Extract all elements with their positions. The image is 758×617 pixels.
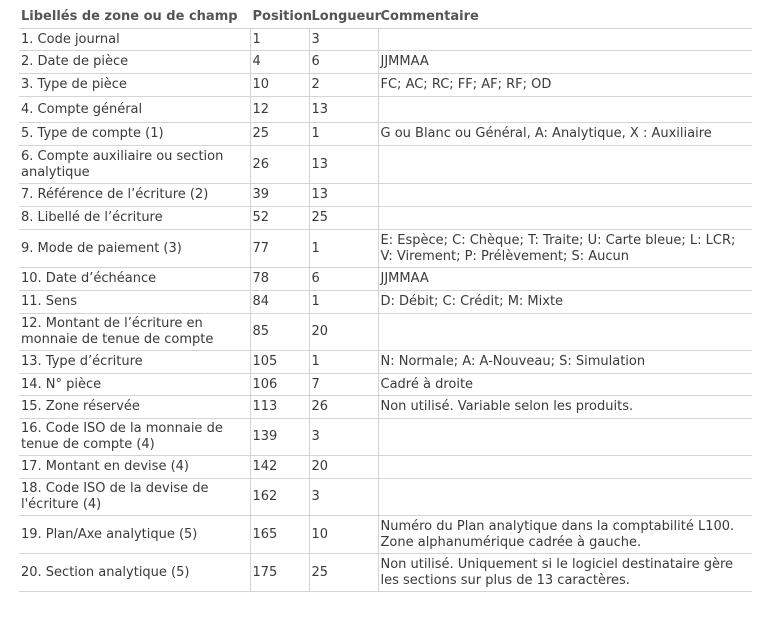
cell-comment [378,146,752,184]
cell-length: 1 [309,351,378,374]
table-row [19,74,752,97]
cell-label: 17. Montant en devise (4) [19,456,250,479]
cell-label: 16. Code ISO de la monnaie de tenue de compte (4) [19,419,250,456]
cell-position: 85 [250,314,309,351]
header-label: Libellés de zone ou de champ [19,4,250,29]
cell-comment: Non utilisé. Uniquement si le logiciel destinataire gère les sections sur plus de 13 caractères. [378,554,752,592]
cell-comment: Numéro du Plan analytique dans la comptabilité L100. Zone alphanumérique cadrée à gauche. [378,516,752,554]
cell-comment [378,184,752,207]
cell-comment [378,456,752,479]
cell-length: 6 [309,51,378,74]
table-row [19,123,752,146]
table-row [19,419,752,456]
cell-position: 106 [250,374,309,396]
cell-position: 77 [250,230,309,268]
cell-comment [378,29,752,51]
cell-position: 39 [250,184,309,207]
cell-label: 2. Date de pièce [19,51,250,74]
cell-length: 7 [309,374,378,396]
table-row [19,554,752,592]
table-row [19,516,752,554]
cell-label: 18. Code ISO de la devise de l'écriture (4) [19,479,250,516]
table-row [19,268,752,291]
cell-length: 20 [309,314,378,351]
header-comment: Commentaire [378,4,752,29]
cell-position: 84 [250,291,309,314]
cell-position: 12 [250,97,309,123]
cell-position: 25 [250,123,309,146]
cell-length: 1 [309,230,378,268]
cell-position: 4 [250,51,309,74]
cell-comment [378,314,752,351]
table-row [19,207,752,230]
cell-position: 113 [250,396,309,419]
cell-comment [378,479,752,516]
cell-comment: N: Normale; A: A-Nouveau; S: Simulation [378,351,752,374]
cell-position: 52 [250,207,309,230]
cell-label: 6. Compte auxiliaire ou section analytique [19,146,250,184]
table-row [19,479,752,516]
header-row [19,4,752,29]
cell-length: 1 [309,291,378,314]
cell-label: 20. Section analytique (5) [19,554,250,592]
cell-position: 1 [250,29,309,51]
cell-label: 1. Code journal [19,29,250,51]
cell-length: 25 [309,554,378,592]
cell-length: 3 [309,29,378,51]
table-row [19,291,752,314]
cell-label: 7. Référence de l’écriture (2) [19,184,250,207]
cell-comment: Non utilisé. Variable selon les produits. [378,396,752,419]
cell-length: 13 [309,184,378,207]
cell-position: 105 [250,351,309,374]
cell-comment [378,97,752,123]
cell-comment: JJMMAA [378,268,752,291]
table-row [19,374,752,396]
cell-position: 26 [250,146,309,184]
cell-label: 5. Type de compte (1) [19,123,250,146]
table-row [19,230,752,268]
table-row [19,97,752,123]
cell-length: 13 [309,97,378,123]
table-row [19,29,752,51]
cell-label: 11. Sens [19,291,250,314]
cell-position: 162 [250,479,309,516]
cell-length: 6 [309,268,378,291]
cell-length: 25 [309,207,378,230]
cell-comment: JJMMAA [378,51,752,74]
cell-length: 3 [309,479,378,516]
cell-comment: E: Espèce; C: Chèque; T: Traite; U: Carte bleue; L: LCR; V: Virement; P: Prélèvement; S: Aucun [378,230,752,268]
cell-label: 9. Mode de paiement (3) [19,230,250,268]
cell-label: 12. Montant de l’écriture en monnaie de tenue de compte [19,314,250,351]
cell-position: 10 [250,74,309,97]
cell-length: 10 [309,516,378,554]
cell-label: 10. Date d’échéance [19,268,250,291]
cell-length: 1 [309,123,378,146]
field-spec-table-container [19,4,752,592]
cell-comment: D: Débit; C: Crédit; M: Mixte [378,291,752,314]
cell-length: 3 [309,419,378,456]
cell-comment: FC; AC; RC; FF; AF; RF; OD [378,74,752,97]
cell-position: 78 [250,268,309,291]
cell-label: 8. Libellé de l’écriture [19,207,250,230]
cell-length: 20 [309,456,378,479]
cell-label: 14. N° pièce [19,374,250,396]
cell-label: 4. Compte général [19,97,250,123]
cell-position: 175 [250,554,309,592]
cell-label: 19. Plan/Axe analytique (5) [19,516,250,554]
field-spec-table [19,4,752,592]
table-body [19,29,752,592]
cell-length: 13 [309,146,378,184]
table-row [19,396,752,419]
table-row [19,351,752,374]
cell-comment [378,207,752,230]
header-length: Longueur [309,4,378,29]
cell-length: 26 [309,396,378,419]
header-position: Position [250,4,309,29]
cell-label: 13. Type d’écriture [19,351,250,374]
cell-position: 139 [250,419,309,456]
table-row [19,184,752,207]
table-row [19,51,752,74]
cell-comment [378,419,752,456]
table-row [19,146,752,184]
cell-position: 142 [250,456,309,479]
cell-position: 165 [250,516,309,554]
cell-label: 15. Zone réservée [19,396,250,419]
cell-label: 3. Type de pièce [19,74,250,97]
cell-comment: G ou Blanc ou Général, A: Analytique, X : Auxiliaire [378,123,752,146]
table-row [19,314,752,351]
table-row [19,456,752,479]
cell-comment: Cadré à droite [378,374,752,396]
cell-length: 2 [309,74,378,97]
